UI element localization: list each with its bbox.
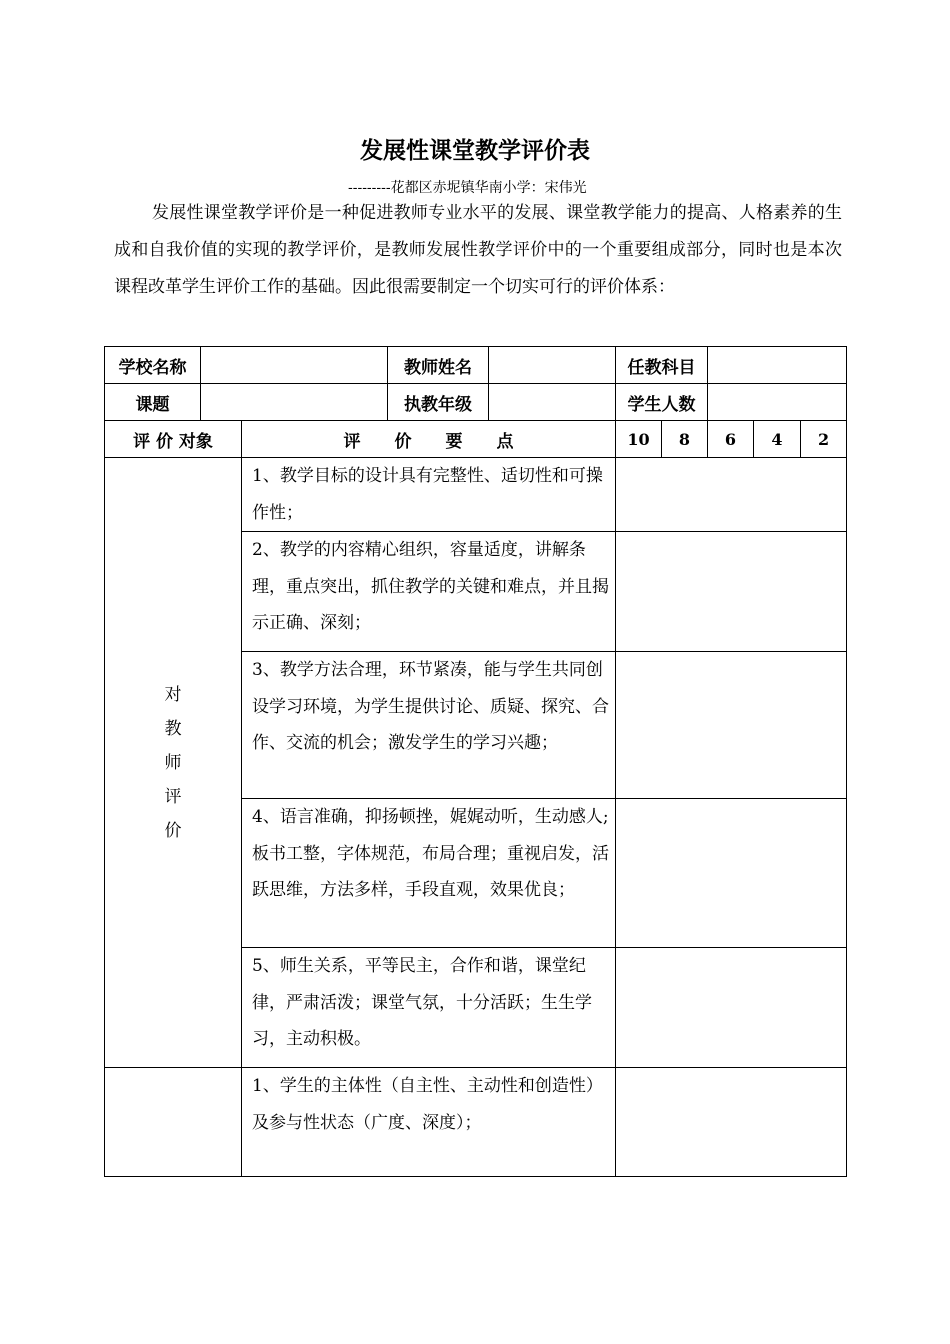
- intro-paragraph: 发展性课堂教学评价是一种促进教师专业水平的发展、课堂教学能力的提高、人格素养的生成和自我价值的实现的教学评价，是教师发展性教学评价中的一个重要组成部分，同时也是本次课程改革学生评价工作的基础。因此很需要制定一个切实可行的评价体系：: [114, 203, 842, 297]
- score-cell[interactable]: [616, 652, 847, 799]
- score-header: 10: [616, 421, 662, 458]
- score-cell[interactable]: [616, 799, 847, 948]
- criterion-item: 1、教学目标的设计具有完整性、适切性和可操作性；: [242, 458, 616, 532]
- topic-value[interactable]: [201, 384, 388, 421]
- topic-label: 课题: [105, 384, 201, 421]
- score-header: 8: [662, 421, 708, 458]
- evaluation-table: [104, 346, 847, 1177]
- grade-value[interactable]: [489, 384, 616, 421]
- teacher-evaluation-label: 对 教 师 评 价: [105, 458, 242, 1068]
- school-name-label: 学校名称: [105, 347, 201, 384]
- subject-label: 任教科目: [616, 347, 708, 384]
- criterion-item: 2、教学的内容精心组织，容量适度，讲解条理，重点突出，抓住教学的关键和难点，并且揭示正确、深刻；: [242, 532, 616, 652]
- score-cell[interactable]: [616, 1068, 847, 1177]
- score-cell[interactable]: [616, 458, 847, 532]
- student-count-value[interactable]: [708, 384, 847, 421]
- score-cell[interactable]: [616, 532, 847, 652]
- object-header: 评 价 对象: [105, 421, 242, 458]
- grade-label: 执教年级: [388, 384, 489, 421]
- teacher-name-value[interactable]: [489, 347, 616, 384]
- criterion-item: 1、学生的主体性（自主性、主动性和创造性）及参与性状态（广度、深度）；: [242, 1068, 616, 1177]
- school-name-value[interactable]: [201, 347, 388, 384]
- score-header: 2: [801, 421, 847, 458]
- student-count-label: 学生人数: [616, 384, 708, 421]
- score-header: 6: [708, 421, 754, 458]
- criterion-item: 3、教学方法合理，环节紧凑，能与学生共同创设学习环境，为学生提供讨论、质疑、探究、合作、交流的机会；激发学生的学习兴趣；: [242, 652, 616, 799]
- score-cell[interactable]: [616, 948, 847, 1068]
- page-title: 发展性课堂教学评价表: [360, 138, 590, 164]
- criterion-item: 4、语言准确，抑扬顿挫，娓娓动听，生动感人;板书工整，字体规范，布局合理；重视启发，活跃思维，方法多样，手段直观，效果优良；: [242, 799, 616, 948]
- author-line: ---------花都区赤坭镇华南小学：宋伟光: [348, 180, 587, 196]
- score-header: 4: [754, 421, 801, 458]
- subject-value[interactable]: [708, 347, 847, 384]
- student-evaluation-label: [105, 1068, 242, 1177]
- points-header: 评 价 要 点: [242, 421, 616, 458]
- teacher-name-label: 教师姓名: [388, 347, 489, 384]
- criterion-item: 5、师生关系，平等民主，合作和谐，课堂纪律，严肃活泼；课堂气氛，十分活跃；生生学习，主动积极。: [242, 948, 616, 1068]
